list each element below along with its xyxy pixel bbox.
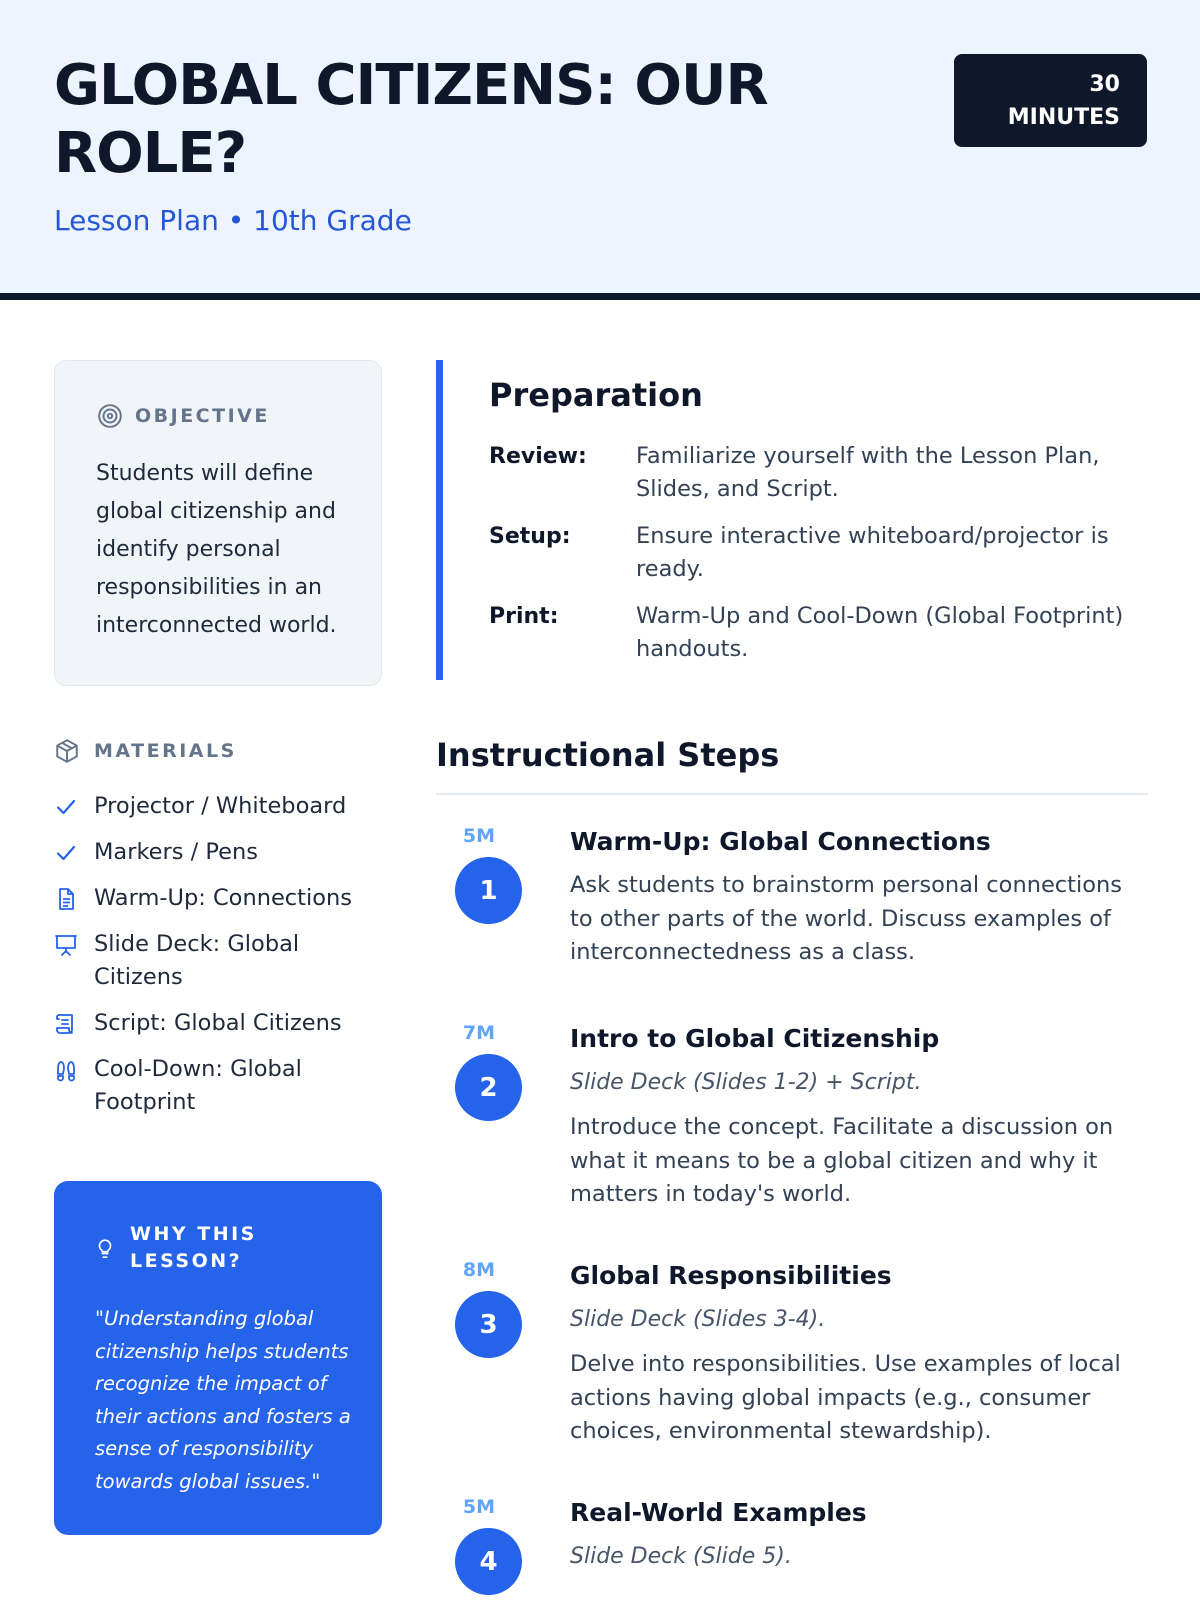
check-icon [54, 790, 94, 823]
step-duration: 5M [462, 1496, 496, 1518]
prep-row [489, 440, 1139, 506]
step-resource: Slide Deck (Slides 1-2) + Script. [570, 1070, 922, 1095]
step-number-badge: 1 [455, 857, 522, 924]
material-label: Projector / Whiteboard [94, 793, 347, 819]
package-icon [54, 738, 80, 764]
step-body [570, 1259, 1148, 1449]
step-duration: 5M [462, 825, 496, 847]
step-number-badge: 2 [455, 1054, 522, 1121]
step-number-badge: 4 [455, 1528, 522, 1595]
list-item [54, 1053, 374, 1119]
step-title: Global Responsibilities [570, 1261, 892, 1290]
step-resource: Slide Deck (Slide 5). [570, 1544, 792, 1569]
lesson-header [0, 0, 1200, 300]
list-item [54, 882, 374, 915]
step-title: Intro to Global Citizenship [570, 1024, 940, 1053]
duration-badge [954, 54, 1147, 147]
prep-key: Print: [489, 604, 559, 629]
step-resource: Slide Deck (Slides 3-4). [570, 1307, 826, 1332]
objective-label: OBJECTIVE [135, 405, 270, 427]
materials-label: MATERIALS [94, 740, 237, 762]
material-label: Markers / Pens [94, 839, 258, 865]
list-item [54, 836, 374, 869]
page-title: GLOBAL CITIZENS: OUR ROLE? [54, 53, 768, 186]
step-description: Introduce the concept. Facilitate a discussion on what it means to be a global citizen and why it matters in today's world. [570, 1114, 1114, 1207]
step-title: Real-World Examples [570, 1498, 867, 1527]
document-icon [54, 882, 94, 915]
objective-header [97, 403, 270, 429]
step-description: Ask students to brainstorm personal connections to other parts of the world. Discuss examples of interconnectedness as a class. [570, 872, 1122, 965]
step-body [570, 1496, 1148, 1585]
list-item [54, 928, 374, 994]
step-body [570, 825, 1148, 970]
prep-value: Familiarize yourself with the Lesson Plan, Slides, and Script. [636, 443, 1100, 502]
material-label: Slide Deck: Global Citizens [94, 931, 300, 990]
prep-value: Warm-Up and Cool-Down (Global Footprint) handouts. [636, 603, 1124, 662]
prep-key: Setup: [489, 524, 571, 549]
scroll-icon [54, 1007, 94, 1040]
presentation-icon [54, 928, 94, 961]
duration-value: 30 [1089, 72, 1120, 97]
why-quote: "Understanding global citizenship helps students recognize the impact of their actions and fosters a sense of responsibility towards global issues." [95, 1307, 351, 1493]
why-this-lesson-card [54, 1181, 382, 1535]
list-item [54, 1007, 374, 1040]
page-subtitle: Lesson Plan • 10th Grade [54, 204, 412, 237]
prep-value: Ensure interactive whiteboard/projector is ready. [636, 523, 1109, 582]
step-description: Delve into responsibilities. Use examples of local actions having global impacts (e.g., consumer choices, environmental stewardship). [570, 1351, 1121, 1444]
steps-title: Instructional Steps [436, 736, 780, 774]
check-icon [54, 836, 94, 869]
preparation-section [436, 360, 1148, 680]
step-duration: 7M [462, 1022, 496, 1044]
lightbulb-icon [94, 1221, 116, 1261]
objective-text: Students will define global citizenship and identify personal responsibilities in an interconnected world. [96, 461, 337, 638]
why-label: WHY THIS LESSON? [130, 1223, 257, 1272]
preparation-title: Preparation [489, 376, 703, 414]
divider [436, 793, 1148, 795]
prep-row [489, 600, 1139, 666]
duration-unit: MINUTES [1007, 105, 1120, 130]
step-number-badge: 3 [455, 1291, 522, 1358]
why-header [94, 1221, 290, 1275]
list-item [54, 790, 374, 823]
prep-row [489, 520, 1139, 586]
materials-header [54, 738, 237, 764]
step-body [570, 1022, 1148, 1212]
material-label: Warm-Up: Connections [94, 885, 353, 911]
step-title: Warm-Up: Global Connections [570, 827, 991, 856]
footprint-icon [54, 1053, 94, 1086]
material-label: Script: Global Citizens [94, 1010, 342, 1036]
prep-key: Review: [489, 444, 587, 469]
step-duration: 8M [462, 1259, 496, 1281]
target-icon [97, 403, 123, 429]
objective-card [54, 360, 382, 686]
material-label: Cool-Down: Global Footprint [94, 1056, 302, 1115]
materials-list [54, 790, 374, 1132]
